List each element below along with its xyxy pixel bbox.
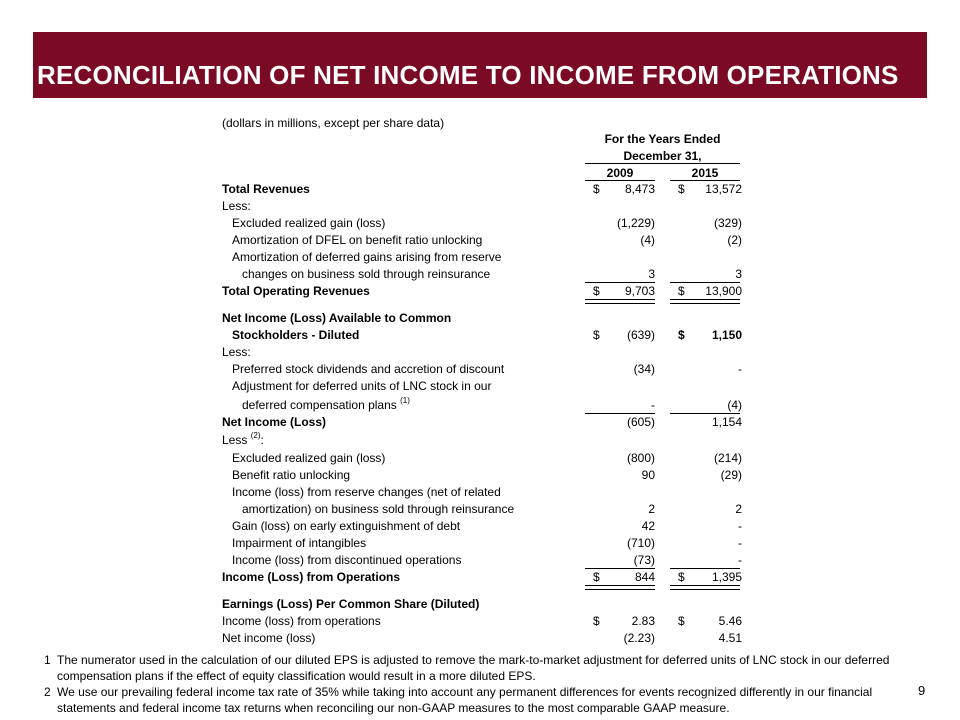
- table-row: [222, 415, 742, 432]
- value-2015: 1,154: [711, 415, 742, 429]
- value-2009: (4): [640, 233, 655, 247]
- value-2015: -: [738, 519, 742, 533]
- currency-2015: $: [678, 284, 685, 298]
- currency-2009: $: [593, 614, 600, 628]
- row-label-text: deferred compensation plans: [242, 398, 397, 412]
- row-label: Impairment of intangibles: [232, 536, 367, 550]
- footnote-number: 2: [44, 685, 51, 699]
- row-label: Income (loss) from operations: [222, 614, 381, 628]
- footnote-text: The numerator used in the calculation of our diluted EPS is adjusted to remove the mark-to-market adjustment for deferred units of LNC stock in our deferred compensation plans if the effect of equity classification would result in a more diluted EPS.: [57, 653, 890, 683]
- value-2009: -: [651, 398, 655, 412]
- value-2015: -: [738, 553, 742, 567]
- table-row: [222, 631, 742, 648]
- value-2009: (800): [626, 451, 655, 465]
- value-2009: (639): [626, 328, 655, 342]
- row-label: Excluded realized gain (loss): [232, 451, 386, 465]
- table-row: [222, 267, 742, 284]
- page-number: 9: [918, 683, 926, 698]
- value-2015: 2: [735, 502, 742, 516]
- table-row: [222, 379, 742, 396]
- value-2015: 1,150: [711, 328, 742, 342]
- value-2015: -: [738, 362, 742, 376]
- units-note: (dollars in millions, except per share data): [222, 116, 445, 130]
- table-row: [222, 536, 742, 553]
- column-underline-2015: [670, 180, 740, 181]
- value-2015: 13,900: [705, 284, 742, 298]
- value-2009: (2.23): [623, 631, 655, 645]
- footnote-1: [44, 653, 924, 684]
- page-title: RECONCILIATION OF NET INCOME TO INCOME FROM OPERATIONS: [37, 60, 899, 90]
- row-label: changes on business sold through reinsurance: [242, 267, 491, 281]
- subtotal-rule: [585, 282, 655, 283]
- currency-2015: $: [678, 328, 685, 342]
- total-double-rule: [585, 299, 655, 304]
- value-2015: (2): [727, 233, 742, 247]
- footnote-ref: (1): [400, 396, 410, 405]
- row-label: [222, 433, 264, 447]
- row-label: Net Income (Loss): [222, 415, 327, 429]
- subtotal-rule: [585, 413, 655, 414]
- table-row: [222, 485, 742, 502]
- value-2009: 2.83: [631, 614, 655, 628]
- currency-2009: $: [593, 182, 600, 196]
- table-row: [222, 433, 742, 450]
- total-double-rule: [670, 585, 740, 590]
- value-2015: 5.46: [718, 614, 742, 628]
- currency-2015: $: [678, 182, 685, 196]
- value-2015: -: [738, 536, 742, 550]
- table-row: [222, 250, 742, 267]
- value-2009: (1,229): [616, 216, 655, 230]
- table-row: [222, 311, 742, 328]
- value-2015: (214): [713, 451, 742, 465]
- table-row: [222, 570, 742, 587]
- value-2015: 13,572: [705, 182, 742, 196]
- row-label: Net income (loss): [222, 631, 316, 645]
- row-label: Income (loss) from reserve changes (net of related: [232, 485, 501, 499]
- value-2009: 3: [648, 267, 655, 281]
- value-2009: 2: [648, 502, 655, 516]
- value-2009: 42: [641, 519, 655, 533]
- row-label: Total Operating Revenues: [222, 284, 370, 298]
- column-header-2015: 2015: [691, 166, 719, 180]
- row-label-suffix: :: [260, 433, 264, 447]
- title-bar: [33, 32, 927, 98]
- currency-2015: $: [678, 614, 685, 628]
- currency-2009: $: [593, 328, 600, 342]
- footnote-number: 1: [44, 653, 51, 667]
- footnote-ref: (2): [250, 431, 261, 440]
- value-2009: 844: [634, 570, 655, 584]
- row-label: Income (Loss) from Operations: [222, 570, 401, 584]
- table-row: [222, 284, 742, 301]
- table-row: [222, 468, 742, 485]
- value-2015: 3: [735, 267, 742, 281]
- row-label: Stockholders - Diluted: [232, 328, 360, 342]
- value-2015: (329): [713, 216, 742, 230]
- value-2009: 9,703: [624, 284, 655, 298]
- subtotal-rule: [670, 413, 740, 414]
- value-2015: 1,395: [711, 570, 742, 584]
- table-row: [222, 597, 742, 614]
- row-label: Amortization of deferred gains arising from reserve: [232, 250, 502, 264]
- row-label: Less:: [222, 199, 251, 213]
- currency-2015: $: [678, 570, 685, 584]
- value-2009: (34): [633, 362, 655, 376]
- row-label: Excluded realized gain (loss): [232, 216, 386, 230]
- value-2015: 4.51: [718, 631, 742, 645]
- table-row: [222, 345, 742, 362]
- value-2009: 90: [641, 468, 655, 482]
- subtotal-rule: [585, 568, 655, 569]
- row-label: Gain (loss) on early extinguishment of debt: [232, 519, 461, 533]
- row-label: Income (loss) from discontinued operations: [232, 553, 462, 567]
- total-double-rule: [670, 299, 740, 304]
- row-label: Preferred stock dividends and accretion of discount: [232, 362, 505, 376]
- footnote-text: We use our prevailing federal income tax rate of 35% while taking into account any permanent differences for events recognized differently in our financial statements and federal income tax returns when reconciling our non-GAAP measures to the most comparable GAAP measure.: [57, 685, 873, 715]
- currency-2009: $: [593, 284, 600, 298]
- value-2009: (73): [633, 553, 655, 567]
- table-row: [222, 216, 742, 233]
- footnote-2: [44, 685, 924, 716]
- table-row: [222, 519, 742, 536]
- row-label: Net Income (Loss) Available to Common: [222, 311, 452, 325]
- column-header-2009: 2009: [606, 166, 634, 180]
- table-row: [222, 362, 742, 379]
- period-header-line2: December 31,: [623, 149, 702, 163]
- value-2015: (29): [720, 468, 742, 482]
- value-2015: (4): [727, 398, 742, 412]
- row-label: Benefit ratio unlocking: [232, 468, 351, 482]
- table-row: [222, 328, 742, 345]
- table-row: [222, 199, 742, 216]
- subtotal-rule: [670, 282, 740, 283]
- total-double-rule: [585, 585, 655, 590]
- row-label: Less:: [222, 345, 251, 359]
- value-2009: (605): [626, 415, 655, 429]
- table-row: [222, 451, 742, 468]
- row-label: Adjustment for deferred units of LNC stock in our: [232, 379, 492, 393]
- subtotal-rule: [670, 568, 740, 569]
- currency-2009: $: [593, 570, 600, 584]
- value-2009: 8,473: [624, 182, 655, 196]
- column-underline-2009: [585, 180, 655, 181]
- table-row: [222, 502, 742, 519]
- header-divider: [585, 163, 740, 164]
- table-row: [222, 553, 742, 570]
- row-label: [242, 398, 410, 412]
- row-label: Total Revenues: [222, 182, 310, 196]
- row-label: Earnings (Loss) Per Common Share (Diluted): [222, 597, 480, 611]
- row-label: amortization) on business sold through reinsurance: [242, 502, 515, 516]
- period-header-line1: For the Years Ended: [604, 132, 721, 146]
- table-row: [222, 614, 742, 631]
- row-label-text: Less: [222, 433, 248, 447]
- table-row: [222, 233, 742, 250]
- row-label: Amortization of DFEL on benefit ratio unlocking: [232, 233, 483, 247]
- table-row: [222, 182, 742, 199]
- value-2009: (710): [626, 536, 655, 550]
- table-row: [222, 398, 742, 415]
